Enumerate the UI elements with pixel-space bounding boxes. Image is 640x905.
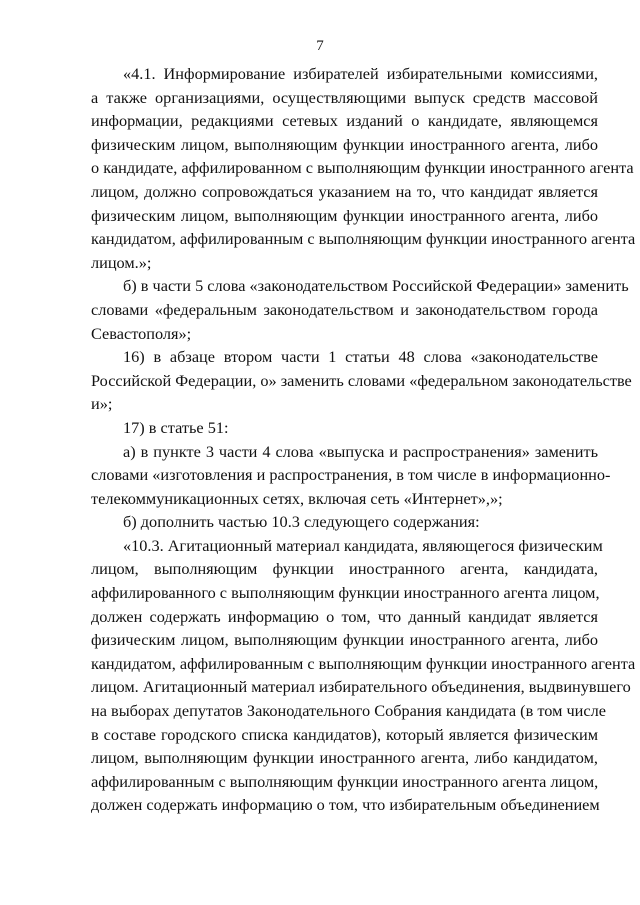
- text-line: Севастополя»;: [91, 323, 192, 343]
- text-line: словами «изготовления и распространения, в том числе в информационно-: [91, 465, 611, 485]
- text-line: в составе городского списка кандидатов), который является физическим: [91, 724, 598, 744]
- text-line: лицом, должно сопровождаться указанием на то, что кандидат является: [91, 181, 598, 201]
- text-line: телекоммуникационных сетях, включая сеть «Интернет»,»;: [91, 488, 503, 508]
- text-line: информации, редакциями сетевых изданий о кандидате, являющемся: [91, 111, 598, 131]
- text-line: 16) в абзаце втором части 1 статьи 48 слова «законодательстве: [123, 347, 598, 367]
- text-line: физическим лицом, выполняющим функции иностранного агента, либо: [91, 205, 598, 225]
- page-number: 7: [316, 38, 324, 54]
- text-line: аффилированным с выполняющим функции иностранного агента лицом,: [91, 771, 599, 791]
- text-line: 17) в статье 51:: [123, 417, 229, 437]
- text-line: на выборах депутатов Законодательного Собрания кандидата (в том числе: [91, 701, 606, 721]
- text-line: Российской Федерации, о» заменить словами «федеральном законодательстве: [91, 370, 632, 390]
- text-line: физическим лицом, выполняющим функции иностранного агента, либо: [91, 630, 598, 650]
- text-line: о кандидате, аффилированном с выполняющим функции иностранного агента: [91, 158, 634, 178]
- text-line: словами «федеральным законодательством и законодательством города: [91, 299, 598, 319]
- text-line: должен содержать информацию о том, что избирательным объединением: [91, 795, 600, 815]
- text-line: аффилированного с выполняющим функции иностранного агента лицом,: [91, 583, 600, 603]
- text-line: должен содержать информацию о том, что данный кандидат является: [91, 606, 598, 626]
- text-line: лицом, выполняющим функции иностранного агента, либо кандидатом,: [91, 748, 598, 768]
- text-line: лицом, выполняющим функции иностранного агента, кандидата,: [91, 559, 598, 579]
- text-line: кандидатом, аффилированным с выполняющим функции иностранного агента: [91, 229, 636, 249]
- text-line: «4.1. Информирование избирателей избирательными комиссиями,: [123, 64, 598, 83]
- text-line: и»;: [91, 394, 113, 414]
- text-line: лицом.»;: [91, 252, 152, 272]
- text-line: а также организациями, осуществляющими выпуск средств массовой: [91, 87, 598, 107]
- text-line: «10.3. Агитационный материал кандидата, являющегося физическим: [123, 535, 603, 555]
- text-line: а) в пункте 3 части 4 слова «выпуска и распространения» заменить: [123, 441, 598, 461]
- document-body: [91, 62, 636, 817]
- text-line: б) в части 5 слова «законодательством Российской Федерации» заменить: [123, 276, 629, 296]
- text-line: б) дополнить частью 10.3 следующего содержания:: [123, 512, 480, 532]
- text-line: физическим лицом, выполняющим функции иностранного агента, либо: [91, 134, 598, 154]
- text-line: лицом. Агитационный материал избирательного объединения, выдвинувшего: [91, 677, 631, 697]
- text-line: кандидатом, аффилированным с выполняющим функции иностранного агента: [91, 653, 636, 673]
